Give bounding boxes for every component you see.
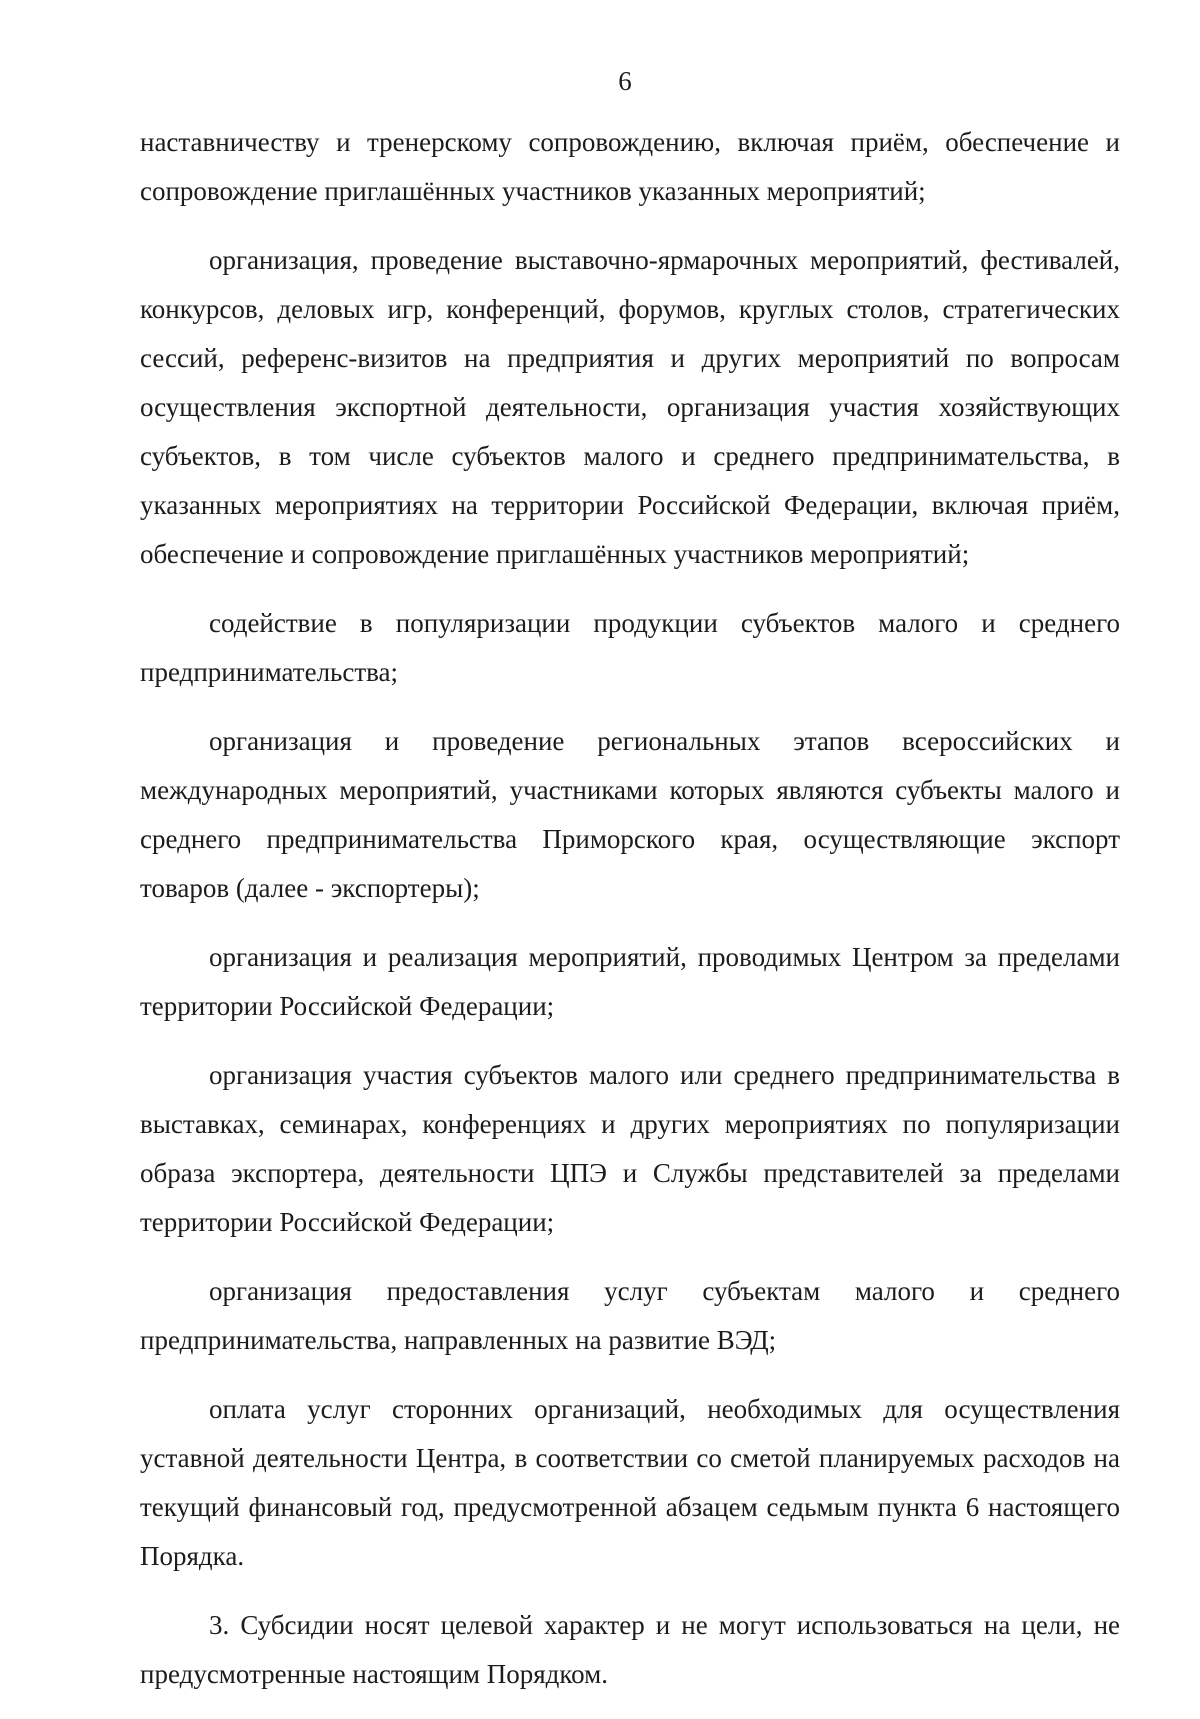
document-body <box>140 118 1120 1719</box>
paragraph-regional-stages: организация и проведение региональных этапов всероссийских и международных мероприятий, участниками которых являются субъекты малого и среднего предпринимательства Приморского края, осуществляющие экспорт товаров (далее - экспортеры); <box>140 726 1120 903</box>
paragraph-participation: организация участия субъектов малого или среднего предпринимательства в выставках, семинарах, конференциях и других мероприятиях по популяризации образа экспортера, деятельности ЦПЭ и Службы представителей за пределами территории Российской Федерации; <box>140 1060 1120 1237</box>
paragraph-payment: оплата услуг сторонних организаций, необходимых для осуществления уставной деятельности Центра, в соответствии со сметой планируемых расходов на текущий финансовый год, предусмотренной абзацем седьмым пункта 6 настоящего Порядка. <box>140 1394 1120 1571</box>
paragraph-continuation: наставничеству и тренерскому сопровождению, включая приём, обеспечение и сопровождение приглашённых участников указанных мероприятий; <box>140 127 1120 206</box>
page-number: 6 <box>618 66 632 96</box>
paragraph-services: организация предоставления услуг субъектам малого и среднего предпринимательства, направленных на развитие ВЭД; <box>140 1276 1120 1355</box>
paragraph-events-abroad: организация и реализация мероприятий, проводимых Центром за пределами территории Российской Федерации; <box>140 942 1120 1021</box>
paragraph-exhibition-events: организация, проведение выставочно-ярмарочных мероприятий, фестивалей, конкурсов, деловых игр, конференций, форумов, круглых столов, стратегических сессий, референс-визитов на предприятия и других мероприятий по вопросам осуществления экспортной деятельности, организация участия хозяйствующих субъектов, в том числе субъектов малого и среднего предпринимательства, в указанных мероприятиях на территории Российской Федерации, включая приём, обеспечение и сопровождение приглашённых участников мероприятий; <box>140 245 1120 569</box>
paragraph-product-promotion: содействие в популяризации продукции субъектов малого и среднего предпринимательства; <box>140 608 1120 687</box>
paragraph-subsidies-purpose: 3. Субсидии носят целевой характер и не могут использоваться на цели, не предусмотренные настоящим Порядком. <box>140 1610 1120 1689</box>
